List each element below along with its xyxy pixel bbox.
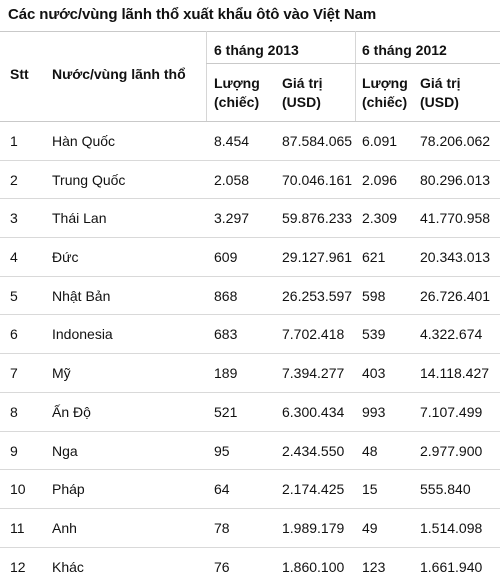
- table-row: [0, 161, 500, 200]
- row-value-2012: 7.107.499: [420, 403, 483, 420]
- data-table: [0, 122, 500, 586]
- row-value-2012: 78.206.062: [420, 133, 491, 149]
- row-value-2012: 1.514.098: [420, 519, 483, 536]
- row-qty-2012: 403: [362, 365, 386, 382]
- period-divider: [206, 63, 500, 64]
- value-2012-header-line1: Giá trị: [420, 75, 461, 91]
- stt-header: Stt: [10, 66, 29, 82]
- row-qty-2012: 48: [362, 442, 378, 459]
- value-2013-header-line2: (USD): [282, 94, 321, 110]
- row-qty-2012: 993: [362, 403, 386, 420]
- page-title: Các nước/vùng lãnh thổ xuất khẩu ôtô vào Việt Nam: [8, 6, 377, 23]
- row-value-2012: 14.118.427: [420, 365, 490, 382]
- row-stt: 7: [10, 365, 18, 382]
- row-country: Ấn Độ: [52, 403, 91, 420]
- row-stt: 2: [10, 171, 18, 188]
- row-qty-2013: 95: [214, 442, 230, 459]
- qty-2013-header: [214, 74, 260, 112]
- row-country: Anh: [52, 519, 77, 536]
- row-qty-2013: 521: [214, 403, 238, 420]
- row-value-2013: 6.300.434: [282, 403, 345, 420]
- row-value-2013: 29.127.961: [282, 249, 353, 266]
- row-stt: 6: [10, 326, 18, 343]
- row-country: Đức: [52, 249, 79, 266]
- row-stt: 4: [10, 249, 18, 266]
- row-value-2013: 26.253.597: [282, 287, 353, 304]
- row-qty-2013: 609: [214, 249, 238, 266]
- row-qty-2012: 15: [362, 481, 378, 498]
- table-row: [0, 199, 500, 238]
- period-2013-header: 6 tháng 2013: [214, 42, 299, 58]
- title-divider: [0, 31, 500, 32]
- row-value-2012: 41.770.958: [420, 210, 491, 227]
- row-country: Pháp: [52, 481, 85, 498]
- qty-2012-header: [362, 74, 408, 112]
- row-qty-2013: 3.297: [214, 210, 250, 227]
- qty-2012-header-line1: Lượng: [362, 75, 408, 91]
- row-qty-2013: 189: [214, 365, 238, 382]
- row-country: Khác: [52, 558, 84, 575]
- row-value-2013: 7.394.277: [282, 365, 345, 382]
- qty-2012-header-line2: (chiếc): [362, 94, 408, 110]
- row-country: Mỹ: [52, 365, 71, 382]
- row-value-2013: 2.434.550: [282, 442, 345, 459]
- value-2012-header: [420, 74, 460, 112]
- row-stt: 5: [10, 287, 18, 304]
- row-country: Trung Quốc: [52, 171, 126, 188]
- row-value-2013: 2.174.425: [282, 481, 345, 498]
- row-value-2012: 4.322.674: [420, 326, 483, 343]
- row-stt: 12: [10, 558, 26, 575]
- row-qty-2013: 76: [214, 558, 230, 575]
- row-value-2012: 555.840: [420, 481, 471, 498]
- table-row: [0, 432, 500, 471]
- row-qty-2012: 123: [362, 558, 386, 575]
- table-row: [0, 509, 500, 548]
- header-divider-2012: [355, 31, 356, 122]
- row-qty-2012: 6.091: [362, 133, 398, 149]
- row-value-2012: 1.661.940: [420, 558, 483, 575]
- row-qty-2012: 2.309: [362, 210, 398, 227]
- row-qty-2012: 539: [362, 326, 386, 343]
- table-row: [0, 122, 500, 161]
- table-row: [0, 238, 500, 277]
- row-stt: 1: [10, 133, 18, 149]
- row-value-2013: 1.860.100: [282, 558, 345, 575]
- value-2012-header-line2: (USD): [420, 94, 459, 110]
- table-row: [0, 470, 500, 509]
- row-value-2012: 2.977.900: [420, 442, 483, 459]
- row-value-2013: 70.046.161: [282, 171, 353, 188]
- row-country: Nga: [52, 442, 78, 459]
- row-stt: 3: [10, 210, 18, 227]
- row-country: Hàn Quốc: [52, 133, 116, 149]
- row-qty-2013: 683: [214, 326, 238, 343]
- row-stt: 11: [10, 519, 25, 536]
- row-qty-2013: 2.058: [214, 171, 250, 188]
- row-stt: 10: [10, 481, 26, 498]
- row-value-2012: 20.343.013: [420, 249, 491, 266]
- row-value-2013: 1.989.179: [282, 519, 345, 536]
- row-stt: 9: [10, 442, 18, 459]
- period-2012-header: 6 tháng 2012: [362, 42, 447, 58]
- row-qty-2012: 49: [362, 519, 378, 536]
- value-2013-header-line1: Giá trị: [282, 75, 323, 91]
- row-qty-2013: 64: [214, 481, 230, 498]
- row-value-2013: 7.702.418: [282, 326, 345, 343]
- row-country: Indonesia: [52, 326, 113, 343]
- row-qty-2012: 598: [362, 287, 386, 304]
- row-value-2012: 26.726.401: [420, 287, 491, 304]
- qty-2013-header-line1: Lượng: [214, 75, 260, 91]
- table-row: [0, 393, 500, 432]
- row-qty-2013: 78: [214, 519, 230, 536]
- row-country: Nhật Bản: [52, 287, 111, 304]
- header-divider-2013: [206, 31, 207, 122]
- table-row: [0, 277, 500, 316]
- value-2013-header: [282, 74, 322, 112]
- row-value-2013: 59.876.233: [282, 210, 353, 227]
- row-value-2013: 87.584.065: [282, 133, 353, 149]
- row-stt: 8: [10, 403, 18, 420]
- row-qty-2013: 868: [214, 287, 238, 304]
- table-row: [0, 354, 500, 393]
- table-row: [0, 548, 500, 586]
- row-country: Thái Lan: [52, 210, 107, 227]
- country-header: Nước/vùng lãnh thổ: [52, 66, 186, 82]
- row-qty-2012: 621: [362, 249, 386, 266]
- row-value-2012: 80.296.013: [420, 171, 491, 188]
- row-qty-2013: 8.454: [214, 133, 250, 149]
- table-row: [0, 315, 500, 354]
- qty-2013-header-line2: (chiếc): [214, 94, 260, 110]
- row-qty-2012: 2.096: [362, 171, 398, 188]
